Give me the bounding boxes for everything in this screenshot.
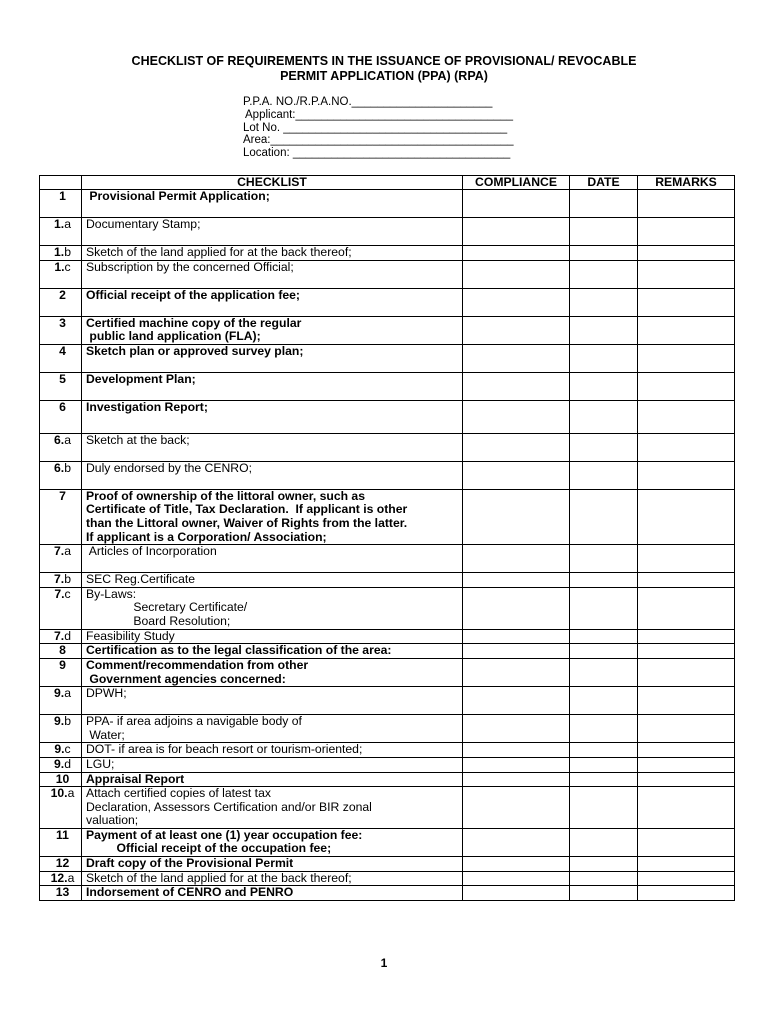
row-number-main: 12. xyxy=(50,871,68,885)
row-number-main: 6. xyxy=(54,433,65,447)
row-description xyxy=(82,190,463,218)
row-number xyxy=(40,190,82,218)
row-compliance-cell[interactable] xyxy=(463,828,570,856)
row-number xyxy=(40,787,82,829)
table-row xyxy=(40,433,735,461)
row-compliance-cell[interactable] xyxy=(463,545,570,573)
row-description xyxy=(82,658,463,686)
row-number xyxy=(40,687,82,715)
table-row xyxy=(40,461,735,489)
table-header-row xyxy=(40,176,735,190)
row-remarks-cell[interactable] xyxy=(638,715,735,743)
row-date-cell[interactable] xyxy=(570,757,638,772)
row-compliance-cell[interactable] xyxy=(463,190,570,218)
application-fields xyxy=(243,96,514,160)
row-description-line: public land application (FLA); xyxy=(86,329,261,344)
row-date-cell[interactable] xyxy=(570,218,638,246)
row-description-line: Payment of at least one (1) year occupation fee: xyxy=(86,828,363,842)
row-description-line: DPWH; xyxy=(86,686,127,701)
row-description xyxy=(82,545,463,573)
table-row xyxy=(40,787,735,829)
row-date-cell[interactable] xyxy=(570,715,638,743)
row-number xyxy=(40,757,82,772)
row-compliance-cell[interactable] xyxy=(463,629,570,644)
table-row xyxy=(40,629,735,644)
row-number xyxy=(40,644,82,659)
row-number xyxy=(40,573,82,588)
table-row xyxy=(40,687,735,715)
header-remarks: REMARKS xyxy=(638,176,735,190)
row-number-main: 9 xyxy=(59,658,66,672)
table-row xyxy=(40,658,735,686)
row-description-line: Proof of ownership of the littoral owner, such as xyxy=(86,489,365,503)
row-compliance-cell[interactable] xyxy=(463,461,570,489)
header-compliance: COMPLIANCE xyxy=(463,176,570,190)
row-number-main: 1 xyxy=(59,189,66,203)
row-compliance-cell[interactable] xyxy=(463,857,570,872)
row-date-cell[interactable] xyxy=(570,545,638,573)
table-row xyxy=(40,587,735,629)
row-description-line: Documentary Stamp; xyxy=(86,217,201,231)
row-description-line: Sketch plan or approved survey plan; xyxy=(86,344,304,358)
row-number-suffix: d xyxy=(64,629,71,643)
row-number-suffix: a xyxy=(64,544,71,559)
row-number-main: 9. xyxy=(54,714,65,729)
row-number xyxy=(40,828,82,856)
row-remarks-cell[interactable] xyxy=(638,757,735,772)
row-number-main: 11 xyxy=(56,828,69,842)
row-number-main: 5 xyxy=(59,372,66,386)
row-date-cell[interactable] xyxy=(570,400,638,433)
row-date-cell[interactable] xyxy=(570,743,638,758)
row-compliance-cell[interactable] xyxy=(463,344,570,372)
row-compliance-cell[interactable] xyxy=(463,644,570,659)
row-description xyxy=(82,218,463,246)
row-number xyxy=(40,260,82,288)
table-row xyxy=(40,772,735,787)
row-remarks-cell[interactable] xyxy=(638,433,735,461)
row-remarks-cell[interactable] xyxy=(638,587,735,629)
row-compliance-cell[interactable] xyxy=(463,218,570,246)
row-number-main: 6 xyxy=(59,400,66,414)
row-number-suffix: d xyxy=(64,757,71,771)
row-description xyxy=(82,743,463,758)
row-number xyxy=(40,857,82,872)
title-line-1: CHECKLIST OF REQUIREMENTS IN THE ISSUANCE OF PROVISIONAL/ REVOCABLE xyxy=(131,54,637,68)
row-date-cell[interactable] xyxy=(570,886,638,901)
row-description-line: Certification as to the legal classification of the area: xyxy=(86,643,392,658)
row-remarks-cell[interactable] xyxy=(638,288,735,316)
row-date-cell[interactable] xyxy=(570,433,638,461)
row-compliance-cell[interactable] xyxy=(463,316,570,344)
table-row xyxy=(40,857,735,872)
row-remarks-cell[interactable] xyxy=(638,687,735,715)
row-date-cell[interactable] xyxy=(570,288,638,316)
table-row xyxy=(40,644,735,659)
row-description xyxy=(82,573,463,588)
row-number xyxy=(40,461,82,489)
row-description-line: than the Littoral owner, Waiver of Rights from the latter. xyxy=(86,515,408,530)
table-row xyxy=(40,218,735,246)
row-description xyxy=(82,857,463,872)
row-number xyxy=(40,772,82,787)
row-remarks-cell[interactable] xyxy=(638,246,735,261)
row-number-suffix: a xyxy=(64,217,71,231)
row-description-line: valuation; xyxy=(86,813,139,828)
row-remarks-cell[interactable] xyxy=(638,787,735,829)
row-number-main: 1. xyxy=(54,245,65,259)
row-number-suffix: c xyxy=(64,587,71,601)
row-number-suffix: a xyxy=(67,871,75,885)
row-description-line: Certificate of Title, Tax Declaration. If applicant is other xyxy=(86,502,408,517)
row-number-suffix: a xyxy=(67,786,75,801)
row-description xyxy=(82,587,463,629)
row-number-main: 12 xyxy=(55,856,70,871)
row-number-main: 3 xyxy=(59,316,66,330)
row-remarks-cell[interactable] xyxy=(638,461,735,489)
row-description-line: Attach certified copies of latest tax xyxy=(86,786,271,801)
table-row xyxy=(40,757,735,772)
row-date-cell[interactable] xyxy=(570,828,638,856)
row-number xyxy=(40,587,82,629)
row-number xyxy=(40,629,82,644)
row-description xyxy=(82,246,463,261)
row-description xyxy=(82,260,463,288)
row-description xyxy=(82,772,463,787)
row-compliance-cell[interactable] xyxy=(463,658,570,686)
row-number xyxy=(40,545,82,573)
row-number xyxy=(40,433,82,461)
row-number-main: 10. xyxy=(50,786,68,801)
row-remarks-cell[interactable] xyxy=(638,886,735,901)
row-date-cell[interactable] xyxy=(570,772,638,787)
row-description xyxy=(82,687,463,715)
row-description xyxy=(82,316,463,344)
row-remarks-cell[interactable] xyxy=(638,573,735,588)
row-remarks-cell[interactable] xyxy=(638,857,735,872)
row-date-cell[interactable] xyxy=(570,644,638,659)
row-description-line: SEC Reg.Certificate xyxy=(86,572,196,587)
table-row xyxy=(40,344,735,372)
document-title xyxy=(0,54,768,84)
row-description xyxy=(82,400,463,433)
row-number xyxy=(40,489,82,544)
row-number-main: 8 xyxy=(59,643,66,658)
row-number-main: 2 xyxy=(59,288,66,302)
lot-no-field[interactable]: Lot No. ___________________________________ xyxy=(243,121,508,134)
row-remarks-cell[interactable] xyxy=(638,545,735,573)
table-row xyxy=(40,316,735,344)
table-row xyxy=(40,372,735,400)
row-number xyxy=(40,246,82,261)
row-compliance-cell[interactable] xyxy=(463,288,570,316)
row-remarks-cell[interactable] xyxy=(638,260,735,288)
row-description-line: Board Resolution; xyxy=(86,613,231,628)
header-date: DATE xyxy=(570,176,638,190)
row-number-main: 7. xyxy=(54,629,65,643)
applicant-field[interactable]: Applicant:__________________________________ xyxy=(245,108,513,121)
row-number xyxy=(40,658,82,686)
row-description-line: Declaration, Assessors Certification and/or BIR zonal xyxy=(86,799,372,814)
row-number-main: 7. xyxy=(54,544,65,559)
title-line-2: PERMIT APPLICATION (PPA) (RPA) xyxy=(280,69,488,83)
row-description-line: Investigation Report; xyxy=(86,400,208,414)
row-compliance-cell[interactable] xyxy=(463,787,570,829)
row-description-line: Water; xyxy=(86,727,125,742)
row-description-line: Subscription by the concerned Official; xyxy=(86,260,294,274)
row-number-main: 7. xyxy=(54,572,65,587)
row-number xyxy=(40,400,82,433)
table-row xyxy=(40,886,735,901)
row-description xyxy=(82,288,463,316)
row-date-cell[interactable] xyxy=(570,372,638,400)
row-date-cell[interactable] xyxy=(570,871,638,886)
row-description xyxy=(82,629,463,644)
row-number-main: 4 xyxy=(59,344,66,358)
row-remarks-cell[interactable] xyxy=(638,344,735,372)
row-description-line: Appraisal Report xyxy=(86,772,185,786)
row-number-suffix: b xyxy=(64,572,71,587)
header-number xyxy=(40,176,82,190)
row-date-cell[interactable] xyxy=(570,344,638,372)
row-description xyxy=(82,433,463,461)
row-date-cell[interactable] xyxy=(570,687,638,715)
row-description-line: PPA- if area adjoins a navigable body of xyxy=(86,714,302,729)
row-description-line: Secretary Certificate/ xyxy=(86,600,248,615)
row-number xyxy=(40,743,82,758)
page-number: 1 xyxy=(380,956,388,970)
row-number-main: 9. xyxy=(54,686,65,701)
row-number xyxy=(40,218,82,246)
row-date-cell[interactable] xyxy=(570,787,638,829)
row-remarks-cell[interactable] xyxy=(638,400,735,433)
row-compliance-cell[interactable] xyxy=(463,400,570,433)
table-row xyxy=(40,743,735,758)
row-number xyxy=(40,344,82,372)
row-number-main: 13 xyxy=(55,885,70,900)
row-description xyxy=(82,715,463,743)
row-compliance-cell[interactable] xyxy=(463,246,570,261)
row-compliance-cell[interactable] xyxy=(463,372,570,400)
row-number-main: 7 xyxy=(59,489,66,503)
row-number xyxy=(40,886,82,901)
row-description-line: Provisional Permit Application; xyxy=(86,189,270,203)
row-description-line: Development Plan; xyxy=(86,372,196,386)
row-number-suffix: c xyxy=(64,260,71,274)
row-number xyxy=(40,871,82,886)
row-date-cell[interactable] xyxy=(570,190,638,218)
row-description-line: Sketch at the back; xyxy=(86,433,190,447)
row-description xyxy=(82,787,463,829)
table-row xyxy=(40,400,735,433)
row-description-line: Draft copy of the Provisional Permit xyxy=(86,856,294,871)
row-number xyxy=(40,715,82,743)
row-remarks-cell[interactable] xyxy=(638,828,735,856)
table-row xyxy=(40,545,735,573)
row-date-cell[interactable] xyxy=(570,489,638,544)
row-remarks-cell[interactable] xyxy=(638,218,735,246)
row-description-line: Duly endorsed by the CENRO; xyxy=(86,461,252,475)
row-number-main: 9. xyxy=(54,742,65,757)
row-compliance-cell[interactable] xyxy=(463,715,570,743)
table-row xyxy=(40,288,735,316)
row-description xyxy=(82,871,463,886)
row-compliance-cell[interactable] xyxy=(463,260,570,288)
row-description-line: Official receipt of the occupation fee; xyxy=(86,841,332,856)
ppa-no-field[interactable]: P.P.A. NO./R.P.A.NO.______________________ xyxy=(243,96,493,108)
table-row xyxy=(40,573,735,588)
row-description xyxy=(82,461,463,489)
row-description-line: Sketch of the land applied for at the back thereof; xyxy=(86,245,352,259)
row-description-line: LGU; xyxy=(86,757,115,771)
checklist-rows xyxy=(40,190,735,901)
row-number-suffix: c xyxy=(64,742,71,757)
row-compliance-cell[interactable] xyxy=(463,757,570,772)
table-row xyxy=(40,828,735,856)
row-description xyxy=(82,372,463,400)
row-description-line: By-Laws: xyxy=(86,587,137,601)
row-date-cell[interactable] xyxy=(570,587,638,629)
row-compliance-cell[interactable] xyxy=(463,489,570,544)
row-number-suffix: a xyxy=(64,433,71,447)
row-date-cell[interactable] xyxy=(570,658,638,686)
row-date-cell[interactable] xyxy=(570,461,638,489)
row-description-line: Official receipt of the application fee; xyxy=(86,288,300,302)
row-remarks-cell[interactable] xyxy=(638,489,735,544)
row-remarks-cell[interactable] xyxy=(638,629,735,644)
row-description xyxy=(82,489,463,544)
row-description xyxy=(82,757,463,772)
row-date-cell[interactable] xyxy=(570,857,638,872)
row-number xyxy=(40,288,82,316)
row-number xyxy=(40,372,82,400)
row-compliance-cell[interactable] xyxy=(463,871,570,886)
row-description-line: Indorsement of CENRO and PENRO xyxy=(86,885,294,900)
row-remarks-cell[interactable] xyxy=(638,658,735,686)
row-description xyxy=(82,886,463,901)
row-remarks-cell[interactable] xyxy=(638,190,735,218)
row-number-suffix: b xyxy=(64,461,71,475)
row-date-cell[interactable] xyxy=(570,573,638,588)
row-date-cell[interactable] xyxy=(570,316,638,344)
row-remarks-cell[interactable] xyxy=(638,316,735,344)
row-remarks-cell[interactable] xyxy=(638,772,735,787)
table-row xyxy=(40,190,735,218)
row-description-line: Articles of Incorporation xyxy=(86,544,217,559)
row-number-main: 1. xyxy=(54,260,65,274)
row-number-main: 10 xyxy=(55,772,70,786)
row-description xyxy=(82,644,463,659)
row-remarks-cell[interactable] xyxy=(638,871,735,886)
row-remarks-cell[interactable] xyxy=(638,644,735,659)
row-compliance-cell[interactable] xyxy=(463,772,570,787)
row-number-main: 1. xyxy=(54,217,65,231)
row-compliance-cell[interactable] xyxy=(463,743,570,758)
row-remarks-cell[interactable] xyxy=(638,743,735,758)
row-description xyxy=(82,344,463,372)
row-number-suffix: a xyxy=(64,686,71,701)
row-description-line: DOT- if area is for beach resort or tourism-oriented; xyxy=(86,742,363,757)
area-field[interactable]: Area:______________________________________ xyxy=(243,134,514,147)
table-row xyxy=(40,489,735,544)
row-description xyxy=(82,828,463,856)
row-compliance-cell[interactable] xyxy=(463,433,570,461)
row-number xyxy=(40,316,82,344)
row-number-main: 9. xyxy=(54,757,65,771)
row-date-cell[interactable] xyxy=(570,629,638,644)
row-date-cell[interactable] xyxy=(570,246,638,261)
row-description-line: Certified machine copy of the regular xyxy=(86,316,302,330)
row-remarks-cell[interactable] xyxy=(638,372,735,400)
location-field[interactable]: Location: __________________________________ xyxy=(243,147,511,160)
table-row xyxy=(40,246,735,261)
row-compliance-cell[interactable] xyxy=(463,687,570,715)
row-number-suffix: b xyxy=(64,714,71,729)
row-description-line: Feasibility Study xyxy=(86,629,175,643)
checklist-table xyxy=(39,175,735,901)
row-compliance-cell[interactable] xyxy=(463,573,570,588)
row-compliance-cell[interactable] xyxy=(463,587,570,629)
row-description-line: If applicant is a Corporation/ Association; xyxy=(86,529,327,544)
row-number-main: 6. xyxy=(54,461,65,475)
row-date-cell[interactable] xyxy=(570,260,638,288)
row-number-main: 7. xyxy=(54,587,65,601)
row-compliance-cell[interactable] xyxy=(463,886,570,901)
row-description-line: Comment/recommendation from other xyxy=(86,658,309,672)
table-row xyxy=(40,260,735,288)
row-description-line: Government agencies concerned: xyxy=(86,671,286,686)
row-number-suffix: b xyxy=(64,245,71,259)
table-row xyxy=(40,715,735,743)
row-description-line: Sketch of the land applied for at the back thereof; xyxy=(86,871,352,885)
table-row xyxy=(40,871,735,886)
header-checklist: CHECKLIST xyxy=(82,176,463,190)
